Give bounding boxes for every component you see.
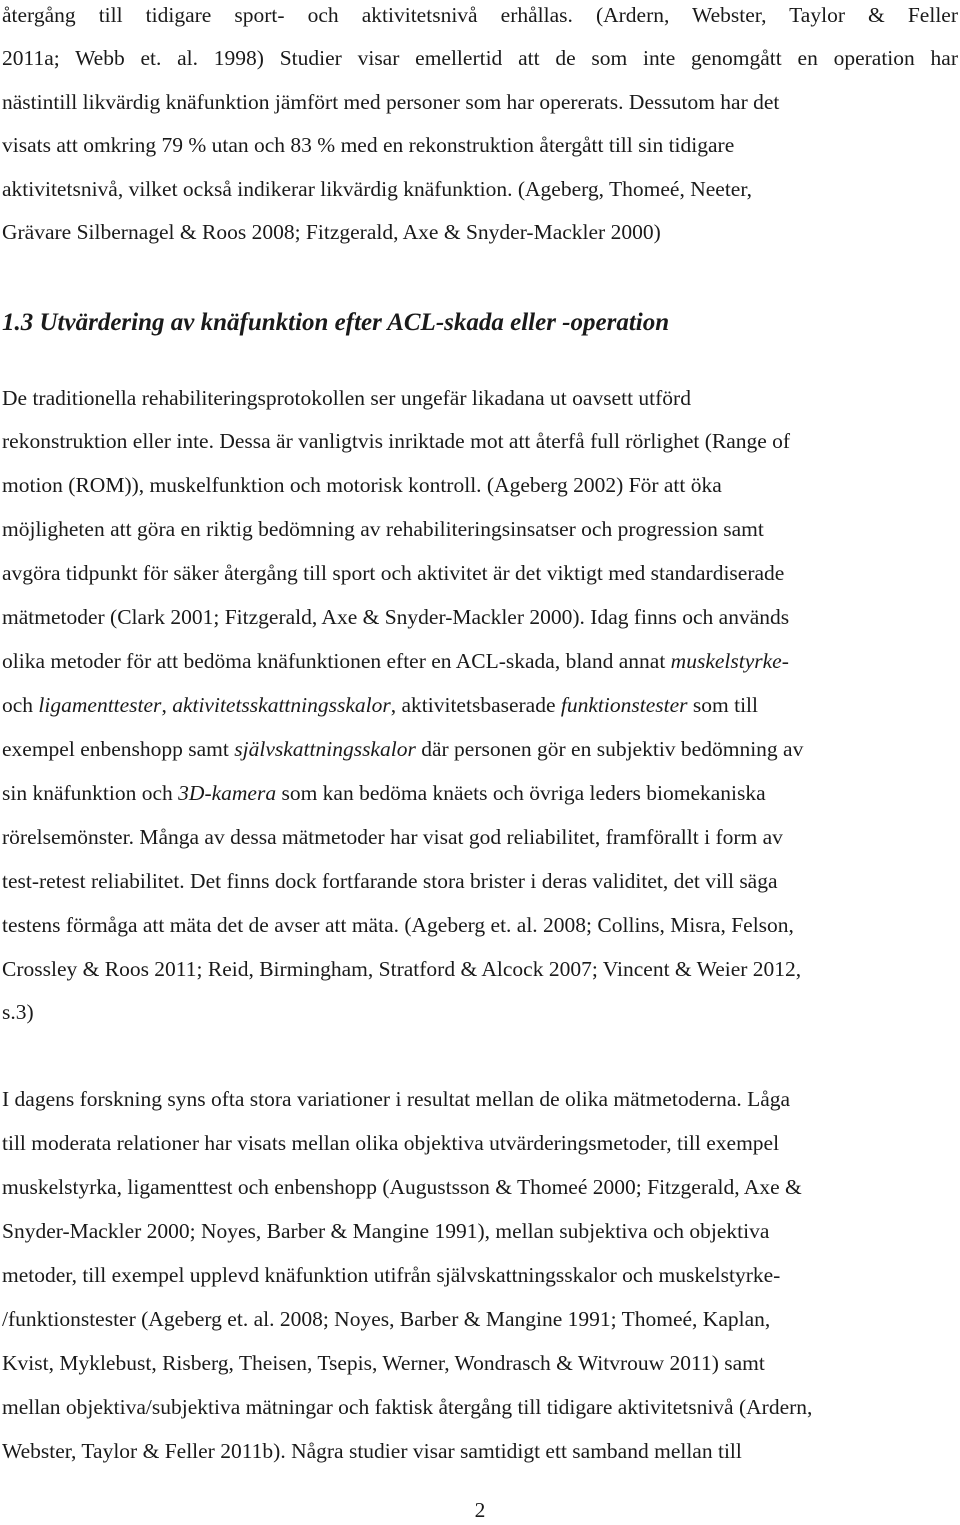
paragraph-2-line-2: rekonstruktion eller inte. Dessa är vanligtvis inriktade mot att återfå full rörlighet (Range of [2, 429, 791, 453]
italic-term: aktivitetsskattningsskalor [172, 693, 391, 717]
paragraph-2-line-13: testens förmåga att mäta det de avser att mäta. (Ageberg et. al. 2008; Collins, Misra, Felson, [2, 913, 794, 937]
paragraph-3-line-5: metoder, till exempel upplevd knäfunktion utifrån självskattningsskalor och muskelstyrke- [2, 1263, 781, 1287]
paragraph-2-line-1: De traditionella rehabiliteringsprotokollen ser ungefär likadana ut oavsett utförd [2, 386, 691, 410]
page-number: 2 [474, 1498, 486, 1522]
line-text: som till [687, 693, 758, 717]
line-text: , [161, 693, 173, 717]
paragraph-2-line-3: motion (ROM)), muskelfunktion och motorisk kontroll. (Ageberg 2002) För att öka [2, 473, 722, 497]
paragraph-2-line-10 [2, 778, 958, 808]
line-text: olika metoder för att bedöma knäfunktionen efter en ACL-skada, bland annat [2, 649, 671, 673]
paragraph-3-line-3: muskelstyrka, ligamenttest och enbenshopp (Augustsson & Thomeé 2000; Fitzgerald, Axe & [2, 1175, 802, 1199]
italic-term: 3D-kamera [178, 781, 277, 805]
paragraph-2-line-12: test-retest reliabilitet. Det finns dock fortfarande stora brister i deras validitet, det vill säga [2, 869, 778, 893]
line-text: som kan bedöma knäets och övriga leders biomekaniska [276, 781, 766, 805]
paragraph-2-line-6: mätmetoder (Clark 2001; Fitzgerald, Axe & Snyder-Mackler 2000). Idag finns och används [2, 605, 790, 629]
paragraph-1-line-4: visats att omkring 79 % utan och 83 % med en rekonstruktion återgått till sin tidigare [2, 133, 735, 157]
line-text: exempel enbenshopp samt [2, 737, 235, 761]
italic-term: självskattningsskalor [234, 737, 416, 761]
paragraph-1-line-3: nästintill likvärdig knäfunktion jämfört med personer som har opererats. Dessutom har det [2, 90, 780, 114]
line-text: och [2, 693, 39, 717]
paragraph-3-line-4: Snyder-Mackler 2000; Noyes, Barber & Mangine 1991), mellan subjektiva och objektiva [2, 1219, 770, 1243]
paragraph-2-line-14: Crossley & Roos 2011; Reid, Birmingham, Stratford & Alcock 2007; Vincent & Weier 2012, [2, 957, 802, 981]
paragraph-1-line-1: återgång till tidigare sport- och aktivitetsnivå erhållas. (Ardern, Webster, Taylor & Feller [2, 3, 958, 27]
paragraph-3-line-7: Kvist, Myklebust, Risberg, Theisen, Tsepis, Werner, Wondrasch & Witvrouw 2011) samt [2, 1351, 765, 1375]
section-heading: 1.3 Utvärdering av knäfunktion efter ACL-skada eller -operation [2, 309, 670, 336]
line-text: , aktivitetsbaserade [390, 693, 561, 717]
paragraph-3-line-2: till moderata relationer har visats mellan olika objektiva utvärderingsmetoder, till exempel [2, 1131, 780, 1155]
italic-term: muskelstyrke- [670, 649, 789, 673]
paragraph-1-line-6: Grävare Silbernagel & Roos 2008; Fitzgerald, Axe & Snyder-Mackler 2000) [2, 220, 661, 244]
paragraph-1-line-2: 2011a; Webb et. al. 1998) Studier visar emellertid att de som inte genomgått en operation har [2, 46, 958, 70]
paragraph-2-line-11: rörelsemönster. Många av dessa mätmetoder har visat god reliabilitet, framförallt i form av [2, 825, 783, 849]
paragraph-2-line-5: avgöra tidpunkt för säker återgång till sport och aktivitet är det viktigt med standardiserade [2, 561, 785, 585]
paragraph-3-line-1: I dagens forskning syns ofta stora variationer i resultat mellan de olika mätmetoderna. Låga [2, 1087, 791, 1111]
paragraph-1-line-5: aktivitetsnivå, vilket också indikerar likvärdig knäfunktion. (Ageberg, Thomeé, Neeter, [2, 177, 753, 201]
line-text: sin knäfunktion och [2, 781, 179, 805]
paragraph-2-line-4: möjligheten att göra en riktig bedömning av rehabiliteringsinsatser och progression samt [2, 517, 764, 541]
paragraph-3-line-6: /funktionstester (Ageberg et. al. 2008; Noyes, Barber & Mangine 1991; Thomeé, Kaplan, [2, 1307, 771, 1331]
paragraph-3-line-8: mellan objektiva/subjektiva mätningar och faktisk återgång till tidigare aktivitetsnivå (Ardern, [2, 1395, 813, 1419]
paragraph-2-line-7 [2, 646, 958, 676]
paragraph-2-line-15: s.3) [2, 1000, 34, 1024]
paragraph-2-line-8 [2, 690, 958, 720]
italic-term: funktionstester [560, 693, 688, 717]
paragraph-3-line-9: Webster, Taylor & Feller 2011b). Några studier visar samtidigt ett samband mellan till [2, 1439, 742, 1463]
line-text: där personen gör en subjektiv bedömning av [415, 737, 804, 761]
paragraph-2-line-9 [2, 734, 958, 764]
italic-term: ligamenttester [38, 693, 162, 717]
